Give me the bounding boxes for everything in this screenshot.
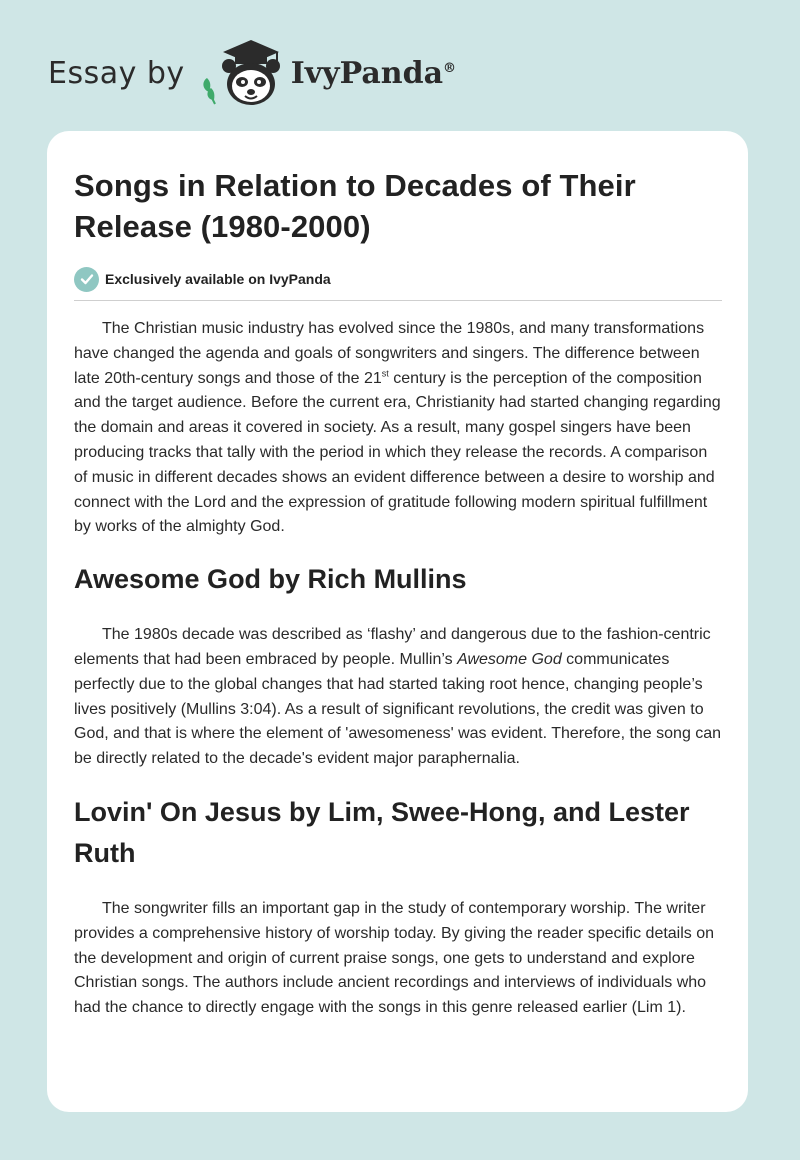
panda-logo-icon[interactable] <box>199 38 285 108</box>
section-paragraph-lovin-on-jesus: The songwriter fills an important gap in the study of contemporary worship. The writer provides a comprehensive history of worship today. By giving the reader specific details on the development and origin of current praise songs, one gets to understand and explore Christian songs. The authors include ancient recordings and interviews of individuals who had the chance to directly engage with the songs in this genre released earlier (Lim 1). <box>74 899 715 1017</box>
article-card <box>47 131 748 1112</box>
site-header <box>48 38 456 108</box>
section-paragraph-awesome-god: The 1980s decade was described as ‘flashy’ and dangerous due to the fashion-centric elements that had been embraced by people. Mullin’s Awesome God communicates perfectly due to the global changes that had started taking root hence, changing people’s lives positively (Mullins 3:04). As a result of significant revolutions, the credit was given to God, and that is where the element of 'awesomeness' was evident. Therefore, the song can be directly related to the decade's evident major paraphernalia. <box>74 626 722 768</box>
section-heading-lovin-on-jesus: Lovin' On Jesus by Lim, Swee-Hong, and Lester Ruth <box>74 796 690 868</box>
checkmark-icon <box>74 267 99 292</box>
intro-paragraph: The Christian music industry has evolved since the 1980s, and many transformations have changed the agenda and goals of songwriters and singers. The difference between late 20th-century songs and those of the 21st century is the perception of the composition and the target audience. Before the current era, Christianity had started changing regarding the domain and areas it covered in society. As a result, many gospel singers have been producing tracks that tally with the period in which they release the records. A comparison of music in different decades shows an evident difference between a desire to worship and connect with the Lord and the expression of gratitude following modern spiritual fulfillment by works of the almighty God. <box>74 320 721 536</box>
section-heading-awesome-god: Awesome God by Rich Mullins <box>74 564 467 595</box>
exclusive-badge <box>74 266 722 292</box>
essay-by-label: Essay by <box>48 55 185 91</box>
brand-name[interactable]: IvyPanda® <box>290 55 457 91</box>
exclusive-label: Exclusively available on IvyPanda <box>105 271 331 287</box>
article-title: Songs in Relation to Decades of Their Release (1980-2000) <box>74 168 636 244</box>
registered-mark: ® <box>443 60 457 76</box>
divider <box>74 300 722 301</box>
